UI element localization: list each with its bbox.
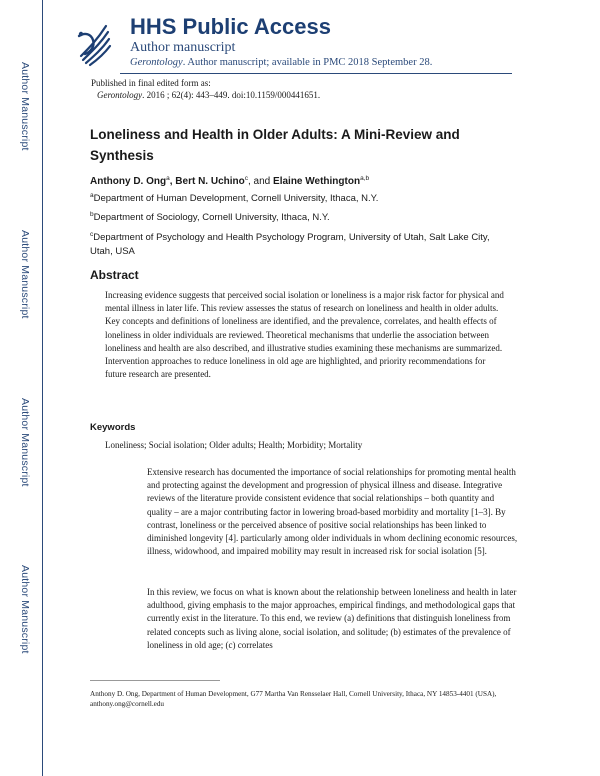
affiliation-text: Department of Human Development, Cornell University, Ithaca, N.Y. [93,193,379,204]
header-availability-text: . Author manuscript; available in PMC 2018 September 28. [182,57,433,68]
side-label-author-manuscript: Author Manuscript [19,398,31,487]
article-title: Loneliness and Health in Older Adults: A Mini-Review and Synthesis [90,127,460,163]
citation-details: . 2016 ; 62(4): 443–449. doi:10.1159/000441651. [142,90,321,100]
side-label-author-manuscript: Author Manuscript [19,62,31,151]
affiliation [90,192,520,206]
citation [97,90,320,100]
keywords-text: Loneliness; Social isolation; Older adults; Health; Morbidity; Mortality [105,440,363,450]
author-separator: , [169,176,176,187]
author-affiliation-marker: a [166,175,170,182]
citation-journal: Gerontology [97,90,143,100]
affiliation [90,231,510,259]
author-name: Elaine Wethington [273,176,361,187]
header-availability [130,57,432,68]
keywords-heading: Keywords [90,422,136,433]
side-label-author-manuscript: Author Manuscript [19,565,31,654]
affiliation-text: Department of Sociology, Cornell University, Ithaca, N.Y. [93,212,330,223]
affiliation-marker: a [90,192,94,199]
header-journal-name: Gerontology [130,57,183,68]
abstract-text: Increasing evidence suggests that perceived social isolation or loneliness is a major risk factor for physical and mental illness in later life. This review assesses the status of research on loneliness and health in older adults. Key concepts and definitions of loneliness are identified, and the prevalence, correlates, and health effects of loneliness in older individuals are reviewed. Theoretical mechanisms that underlie the association between loneliness and health are also described, and illustrative studies examining these mechanisms are summarized. Intervention approaches to reduce loneliness in old age are highlighted, and priority recommendations for future research are presented. [105,290,504,380]
author-separator: , and [248,176,274,187]
header-rule [120,73,512,74]
affiliation-marker: c [90,231,94,238]
body-paragraph-2: In this review, we focus on what is known about the relationship between loneliness and health in later adulthood, giving emphasis to the major approaches, empirical findings, and methodological gaps that currently exist in the literature. To this end, we review (a) definitions that distinguish loneliness from related concepts such as living alone, social isolation, and solitude; (b) estimates of the prevalence of loneliness in old age; (c) correlates [147,587,517,650]
corresponding-author-footnote: Anthony D. Ong, Department of Human Development, G77 Martha Van Rensselaer Hall, Cornell University, Ithaca, NY 14853-4401 (USA), anthony.ong@cornell.edu [90,690,497,708]
header-subtitle: Author manuscript [130,40,236,55]
author-affiliation-marker: c [244,175,248,182]
body-paragraph-1: Extensive research has documented the importance of social relationships for promoting mental health and protecting against the development and progression of physical illness and disease. Integrative reviews of the literature provide consistent evidence that social relationships – both quantity and quality – are a major contributing factor in lowering broad-based morbidity and mortality [1–3]. By contrast, loneliness or the perceived absence of positive social relationships has been linked to diminished longevity [4]. particularly among older individuals in whom declining economic resources, illness, widowhood, and impaired mobility may result in increased risk for social isolation [5]. [147,467,518,557]
header-title: HHS Public Access [130,14,331,39]
author-name: Anthony D. Ong [90,176,167,187]
footnote-rule [90,680,220,681]
affiliation [90,211,520,225]
published-label: Published in final edited form as: [91,78,211,88]
hhs-eagle-logo-icon [73,18,113,68]
author-name: Bert N. Uchino [175,176,245,187]
margin-rule [42,0,43,776]
side-label-author-manuscript: Author Manuscript [19,230,31,319]
author-list [90,176,369,187]
abstract-heading: Abstract [90,268,139,282]
author-affiliation-marker: a,b [360,175,370,182]
affiliation-text: Department of Psychology and Health Psychology Program, University of Utah, Salt Lake City, Utah, USA [90,232,490,257]
affiliation-marker: b [90,211,94,218]
